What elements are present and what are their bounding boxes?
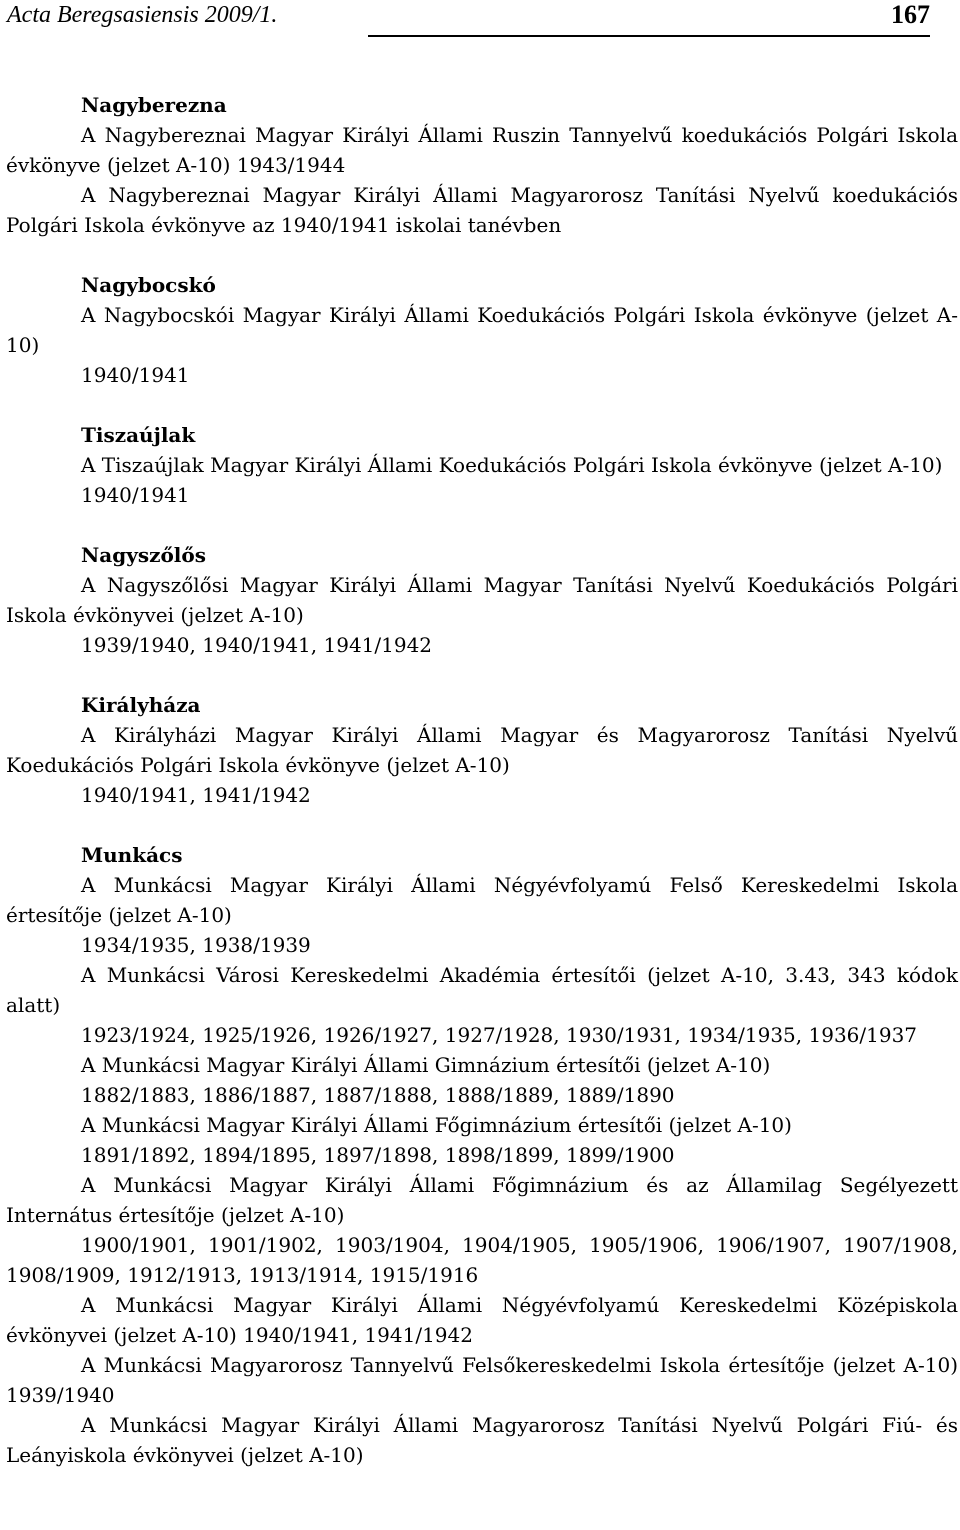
entry-text: A Nagybereznai Magyar Királyi Állami Ruszin Tannyelvű koedukációs Polgári Iskola évkönyve (jelzet A-10) 1943/1944 bbox=[6, 123, 958, 177]
entry-years: 1934/1935, 1938/1939 bbox=[81, 933, 311, 957]
section-nagyberezna bbox=[6, 90, 958, 240]
section-heading: Nagyberezna bbox=[81, 93, 227, 117]
header-rule bbox=[368, 35, 930, 37]
section-nagyszolos bbox=[6, 540, 958, 660]
entry-text: A Munkácsi Magyar Királyi Állami Négyévfolyamú Kereskedelmi Középiskola évkönyvei (jelzet A-10) 1940/1941, 1941/1942 bbox=[6, 1293, 958, 1347]
document-body bbox=[6, 90, 958, 1470]
journal-title: Acta Beregsasiensis 2009/1. bbox=[7, 2, 278, 28]
entry-years: 1882/1883, 1886/1887, 1887/1888, 1888/1889, 1889/1890 bbox=[81, 1083, 675, 1107]
section-kiralyhaza bbox=[6, 690, 958, 810]
entry-text: A Tiszaújlak Magyar Királyi Állami Koedukációs Polgári Iskola évkönyve (jelzet A-10) bbox=[81, 453, 943, 477]
entry-text: A Királyházi Magyar Királyi Állami Magyar és Magyarorosz Tanítási Nyelvű Koedukációs Polgári Iskola évkönyve (jelzet A-10) bbox=[6, 723, 958, 777]
entry-years: 1939/1940, 1940/1941, 1941/1942 bbox=[81, 633, 433, 657]
entry-text: A Munkácsi Városi Kereskedelmi Akadémia értesítői (jelzet A-10, 3.43, 343 kódok alatt) bbox=[6, 963, 958, 1017]
entry-years: 1940/1941 bbox=[81, 363, 190, 387]
entry-text: A Nagyszőlősi Magyar Királyi Állami Magyar Tanítási Nyelvű Koedukációs Polgári Iskola évkönyvei (jelzet A-10) bbox=[6, 573, 958, 627]
section-munkacs bbox=[6, 840, 958, 1470]
entry-years-wrapped: 1900/1901, 1901/1902, 1903/1904, 1904/1905, 1905/1906, 1906/1907, 1907/1908, 1908/1909, 1912/1913, 1913/1914, 1915/1916 bbox=[6, 1233, 958, 1287]
entry-years: 1940/1941 bbox=[81, 483, 190, 507]
entry-text: A Nagybocskói Magyar Királyi Állami Koedukációs Polgári Iskola évkönyve (jelzet A-10) bbox=[6, 303, 958, 357]
entry-text: A Munkácsi Magyar Királyi Állami Négyévfolyamú Felső Kereskedelmi Iskola értesítője (jelzet A-10) bbox=[6, 873, 958, 927]
section-heading: Királyháza bbox=[81, 693, 201, 717]
entry-years: 1891/1892, 1894/1895, 1897/1898, 1898/1899, 1899/1900 bbox=[81, 1143, 675, 1167]
entry-text: A Munkácsi Magyar Királyi Állami Főgimnázium értesítői (jelzet A-10) bbox=[81, 1113, 792, 1137]
entry-years-wrapped: 1923/1924, 1925/1926, 1926/1927, 1927/1928, 1930/1931, 1934/1935, 1936/1937 bbox=[81, 1023, 918, 1047]
page-number: 167 bbox=[891, 0, 930, 29]
section-heading: Nagyszőlős bbox=[81, 543, 206, 567]
entry-text: A Munkácsi Magyar Királyi Állami Gimnázium értesítői (jelzet A-10) bbox=[81, 1053, 771, 1077]
section-heading: Munkács bbox=[81, 843, 183, 867]
section-tiszaujlak bbox=[6, 420, 958, 510]
section-heading: Tiszaújlak bbox=[81, 423, 196, 447]
entry-text: A Munkácsi Magyar Királyi Állami Főgimnázium és az Államilag Segélyezett Internátus értesítője (jelzet A-10) bbox=[6, 1173, 958, 1227]
entry-text: A Munkácsi Magyar Királyi Állami Magyarorosz Tanítási Nyelvű Polgári Fiú- és Leányiskola évkönyvei (jelzet A-10) bbox=[6, 1413, 958, 1467]
entry-years: 1940/1941, 1941/1942 bbox=[81, 783, 311, 807]
section-nagybocsko bbox=[6, 270, 958, 390]
page-header bbox=[0, 0, 960, 38]
section-heading: Nagybocskó bbox=[81, 273, 216, 297]
entry-text: A Nagybereznai Magyar Királyi Állami Magyarorosz Tanítási Nyelvű koedukációs Polgári Iskola évkönyve az 1940/1941 iskolai tanévben bbox=[6, 183, 958, 237]
entry-text: A Munkácsi Magyarorosz Tannyelvű Felsőkereskedelmi Iskola értesítője (jelzet A-10) 1939/1940 bbox=[6, 1353, 958, 1407]
